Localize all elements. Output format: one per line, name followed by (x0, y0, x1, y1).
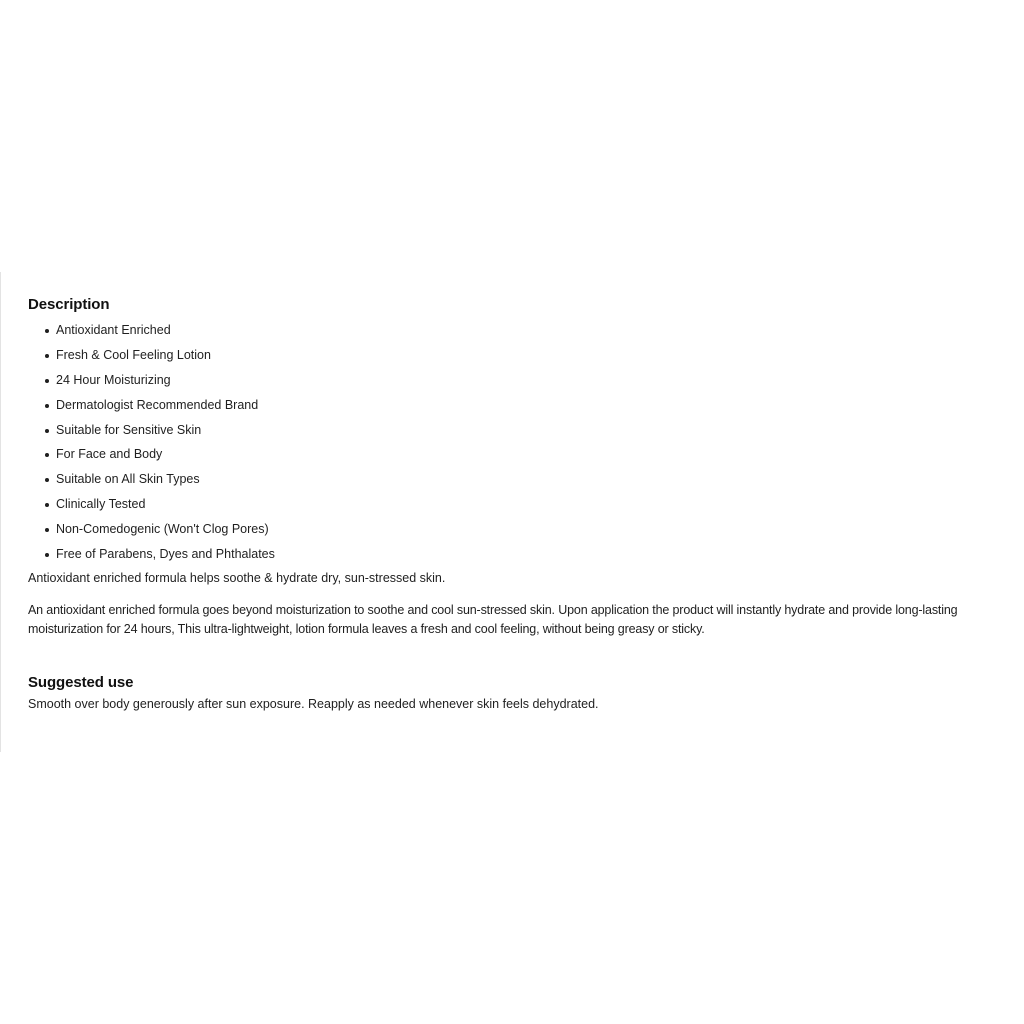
description-details: An antioxidant enriched formula goes beyond moisturization to soothe and cool sun-stressed skin. Upon application the product will instantly hydrate and provide long-lasting moisturization for 24 hours, This ultra-lightweight, lotion formula leaves a fresh and cool feeling, without being greasy or sticky. (28, 602, 958, 637)
product-details-panel (0, 272, 1018, 752)
feature-item: Fresh & Cool Feeling Lotion (28, 343, 1018, 368)
feature-item: Antioxidant Enriched (28, 318, 1018, 343)
feature-item: Clinically Tested (28, 492, 1018, 517)
feature-item: Suitable on All Skin Types (28, 467, 1018, 492)
suggested-use-heading: Suggested use (28, 673, 134, 691)
suggested-use-text: Smooth over body generously after sun exposure. Reapply as needed whenever skin feels dehydrated. (28, 696, 599, 711)
feature-item: 24 Hour Moisturizing (28, 368, 1018, 393)
description-heading: Description (28, 296, 110, 313)
feature-item: For Face and Body (28, 442, 1018, 467)
feature-item: Free of Parabens, Dyes and Phthalates (28, 542, 1018, 567)
feature-list (28, 318, 1018, 567)
feature-item: Suitable for Sensitive Skin (28, 418, 1018, 443)
feature-item: Dermatologist Recommended Brand (28, 393, 1018, 418)
description-summary: Antioxidant enriched formula helps soothe & hydrate dry, sun-stressed skin. (28, 570, 446, 585)
feature-item: Non-Comedogenic (Won't Clog Pores) (28, 517, 1018, 542)
product-details-content (28, 296, 1018, 713)
